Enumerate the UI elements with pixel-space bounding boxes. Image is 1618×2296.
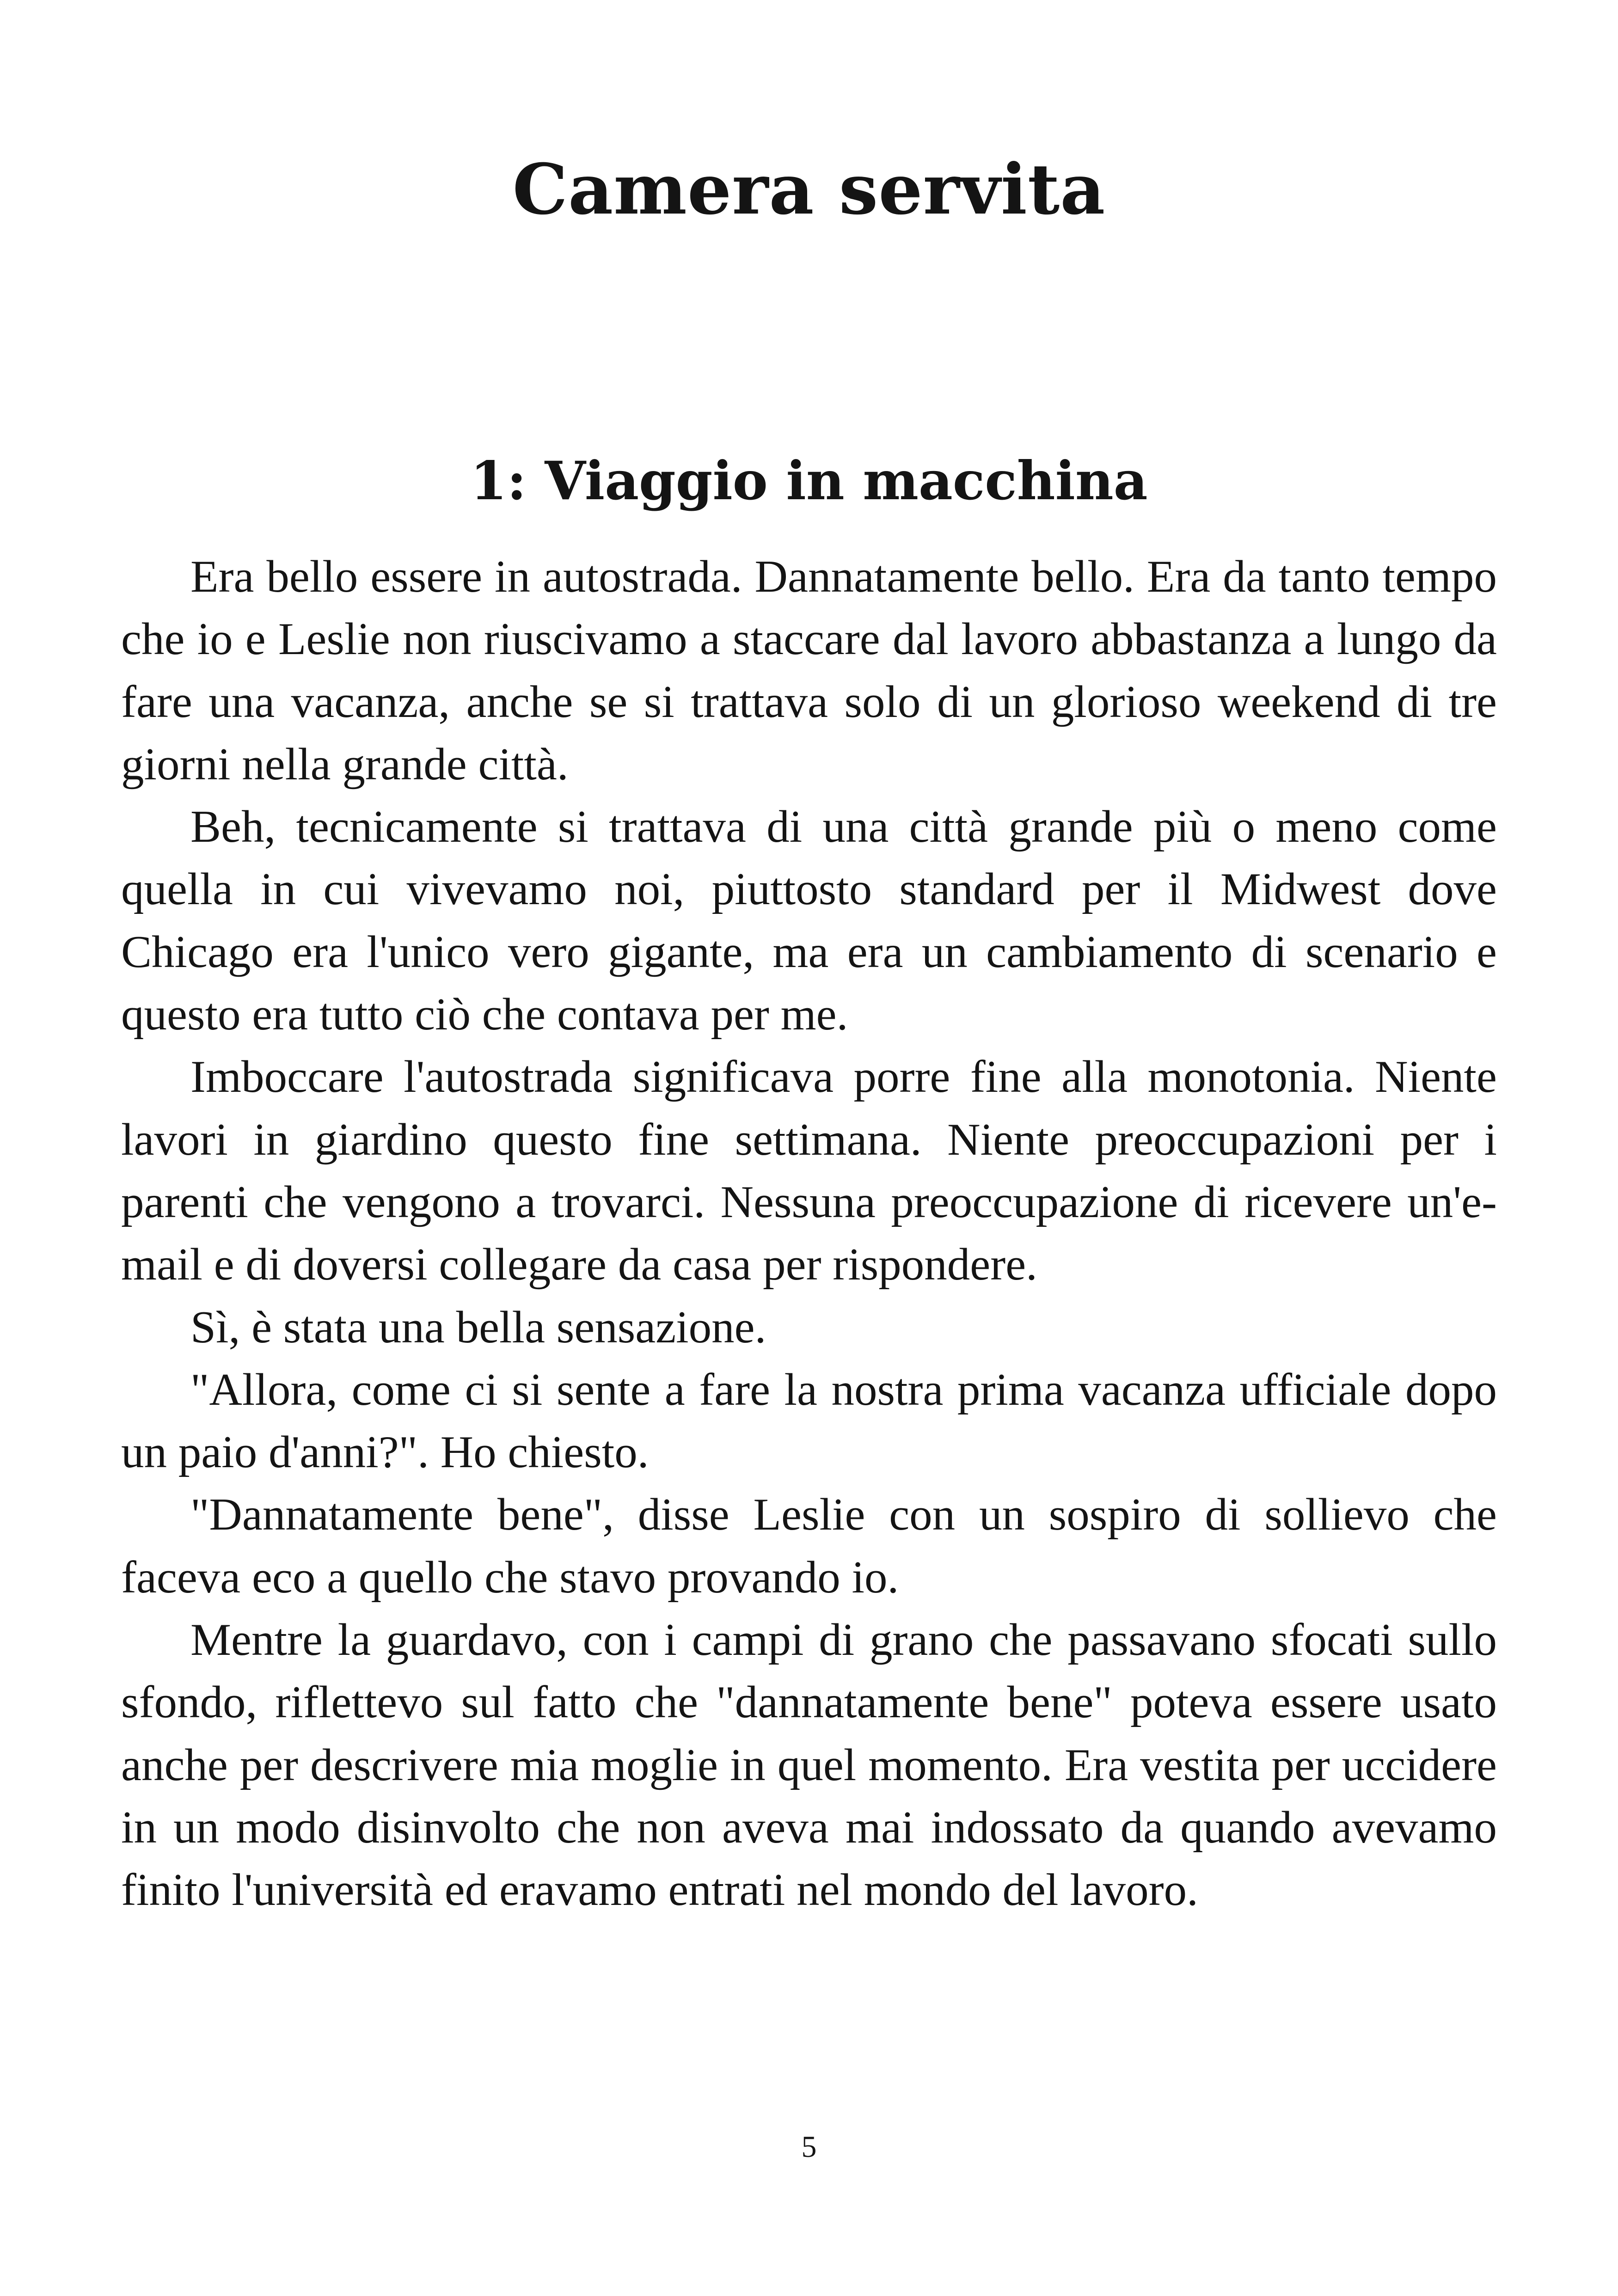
- paragraph: Sì, è stata una bella sensazione.: [190, 1302, 766, 1353]
- book-title: Camera servita: [512, 149, 1106, 230]
- chapter-title: 1: Viaggio in macchina: [470, 450, 1148, 512]
- paragraph: "Allora, come ci si sente a fare la nostra prima vacanza ufficiale dopo un paio d'anni?". Ho chiesto.: [121, 1364, 1497, 1478]
- chapter-body: [121, 545, 1497, 1922]
- paragraph: Beh, tecnicamente si trattava di una città grande più o meno come quella in cui vivevamo noi, piuttosto standard per il Midwest dove Chicago era l'unico vero gigante, ma era un cambiamento di scenario e questo era tutto ciò che contava per me.: [121, 802, 1497, 1040]
- paragraph: Mentre la guardavo, con i campi di grano che passavano sfocati sullo sfondo, riflettevo sul fatto che "dannatamente bene" poteva essere usato anche per descrivere mia moglie in quel momento. Era vestita per uccidere in un modo disinvolto che non aveva mai indossato da quando avevamo finito l'università ed eravamo entrati nel mondo del lavoro.: [121, 1615, 1497, 1916]
- paragraph: Era bello essere in autostrada. Dannatamente bello. Era da tanto tempo che io e Leslie non riuscivamo a staccare dal lavoro abbastanza a lungo da fare una vacanza, anche se si trattava solo di un glorioso weekend di tre giorni nella grande città.: [121, 551, 1497, 790]
- paragraph: "Dannatamente bene", disse Leslie con un sospiro di sollievo che faceva eco a quello che stavo provando io.: [121, 1489, 1497, 1603]
- paragraph: Imboccare l'autostrada significava porre fine alla monotonia. Niente lavori in giardino questo fine settimana. Niente preoccupazioni per i parenti che vengono a trovarci. Nessuna preoccupazione di ricevere un'e-mail e di doversi collegare da casa per rispondere.: [121, 1052, 1497, 1290]
- page-number: 5: [801, 2130, 817, 2164]
